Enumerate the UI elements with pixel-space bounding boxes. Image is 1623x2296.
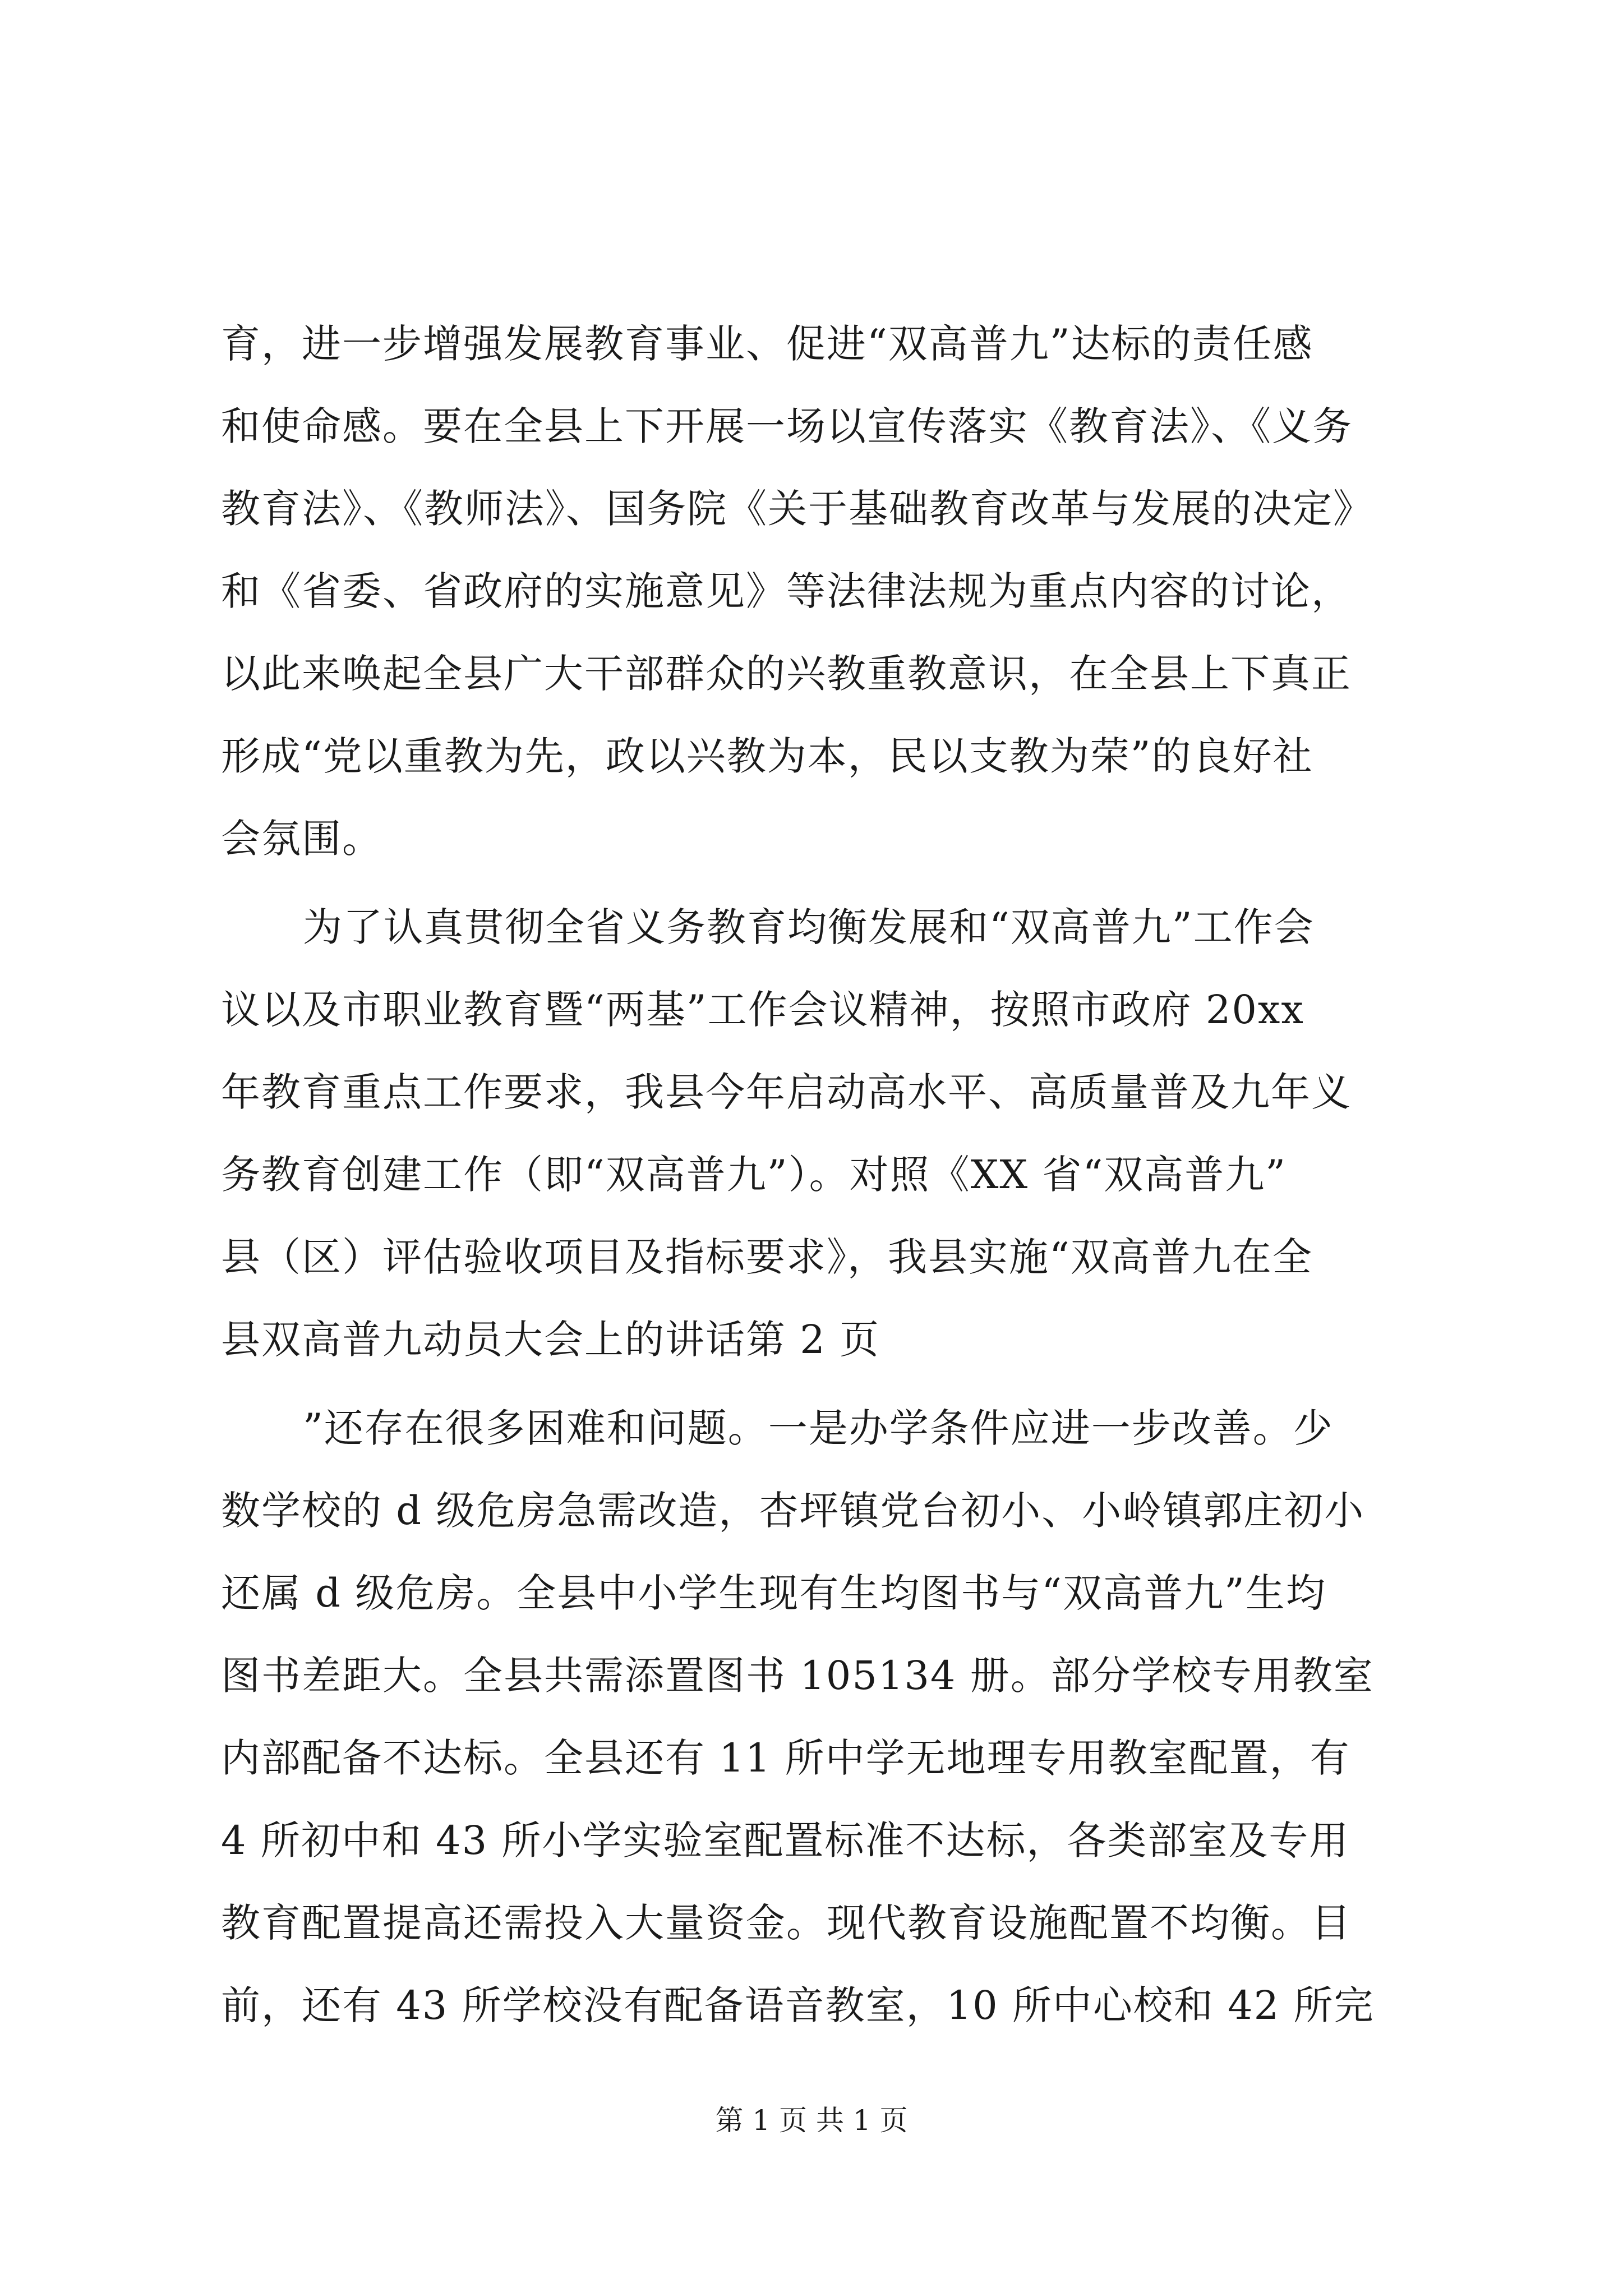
text-line: 4 所初中和 43 所小学实验室配置标准不达标，各类部室及专用 <box>221 1818 1350 1864</box>
text-line: 教育配置提高还需投入大量资金。现代教育设施配置不均衡。目 <box>221 1900 1352 1946</box>
text-line: 和《省委、省政府的实施意见》等法律法规为重点内容的讨论， <box>221 568 1352 614</box>
page-footer <box>0 2098 1623 2143</box>
paragraph-1 <box>221 303 1455 880</box>
page-number-label: 第 1 页 共 1 页 <box>715 2104 908 2137</box>
text-line: 形成“党以重教为先，政以兴教为本，民以支教为荣”的良好社 <box>221 733 1313 779</box>
text-line: 图书差距大。全县共需添置图书 105134 册。部分学校专用教室 <box>221 1653 1374 1699</box>
text-line: 县双高普九动员大会上的讲话第 2 页 <box>221 1317 880 1363</box>
text-line: 还属 d 级危房。全县中小学生现有生均图书与“双高普九”生均 <box>221 1570 1326 1616</box>
text-line: 育，进一步增强发展教育事业、促进“双高普九”达标的责任感 <box>221 321 1313 367</box>
text-line: 数学校的 d 级危房急需改造，杏坪镇党台初小、小岭镇郭庄初小 <box>221 1488 1365 1534</box>
text-line: 内部配备不达标。全县还有 11 所中学无地理专用教室配置，有 <box>221 1735 1350 1781</box>
text-line: 前，还有 43 所学校没有配备语音教室，10 所中心校和 42 所完 <box>221 1982 1375 2028</box>
text-line: 会氛围。 <box>221 816 382 862</box>
text-line: 以此来唤起全县广大干部群众的兴教重教意识，在全县上下真正 <box>221 651 1352 697</box>
body-text <box>221 303 1455 2047</box>
text-line: 务教育创建工作（即“双高普九”）。对照《XX 省“双高普九” <box>221 1152 1287 1198</box>
text-line: 为了认真贯彻全省义务教育均衡发展和“双高普九”工作会 <box>303 904 1315 950</box>
text-line: 议以及市职业教育暨“两基”工作会议精神，按照市政府 20xx <box>221 987 1304 1033</box>
paragraph-3 <box>221 1387 1455 2047</box>
paragraph-2 <box>221 886 1455 1381</box>
text-line: 县（区）评估验收项目及指标要求》，我县实施“双高普九在全 <box>221 1234 1313 1280</box>
text-line: 年教育重点工作要求，我县今年启动高水平、高质量普及九年义 <box>221 1069 1352 1115</box>
text-line: 和使命感。要在全县上下开展一场以宣传落实《教育法》、《义务 <box>221 403 1353 449</box>
text-line: 教育法》、《教师法》、国务院《关于基础教育改革与发展的决定》 <box>221 486 1373 532</box>
text-line: ”还存在很多困难和问题。一是办学条件应进一步改善。少 <box>303 1405 1334 1451</box>
